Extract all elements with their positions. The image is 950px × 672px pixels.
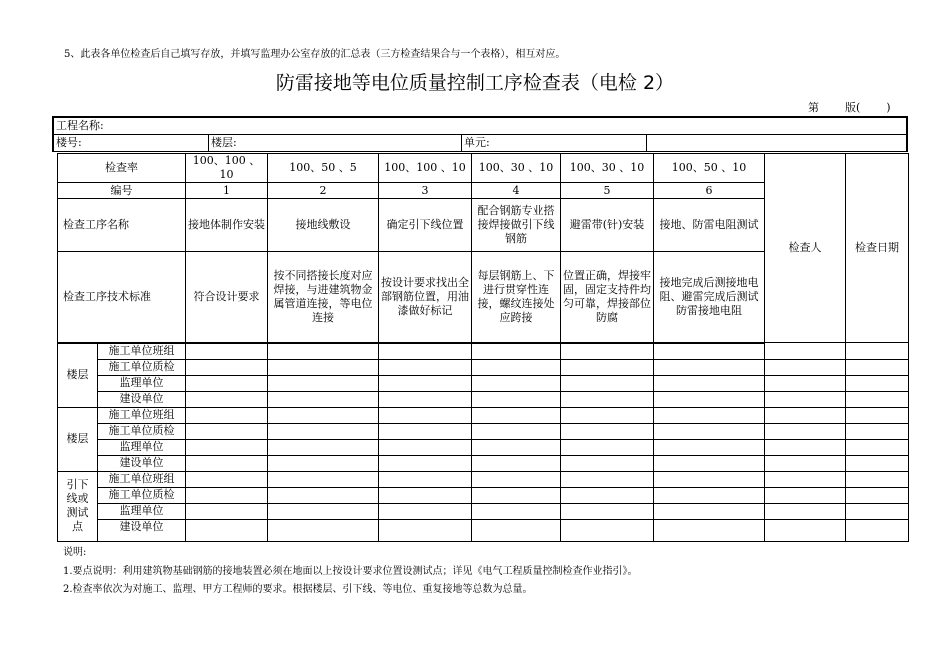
role-label: 监理单位 <box>98 503 186 519</box>
entry-cell[interactable] <box>654 439 765 455</box>
entry-cell[interactable] <box>472 503 561 519</box>
entry-cell[interactable] <box>765 503 846 519</box>
role-label: 施工单位质检 <box>98 359 186 375</box>
entry-cell[interactable] <box>654 375 765 391</box>
project-name-cell[interactable]: 工程名称: <box>53 117 907 135</box>
check-rate-1: 100、100 、10 <box>186 154 268 183</box>
entry-cell[interactable] <box>561 471 654 487</box>
entry-cell[interactable] <box>268 519 379 541</box>
role-label: 建设单位 <box>98 391 186 407</box>
entry-cell[interactable] <box>379 471 472 487</box>
role-label: 监理单位 <box>98 439 186 455</box>
entry-cell[interactable] <box>472 423 561 439</box>
entry-cell[interactable] <box>561 407 654 423</box>
entry-cell[interactable] <box>268 503 379 519</box>
group-label-floor-1: 楼层 <box>58 343 98 408</box>
check-rate-5: 100、30 、10 <box>561 154 654 183</box>
blank-cell[interactable] <box>647 135 908 152</box>
entry-cell[interactable] <box>846 391 909 407</box>
entry-cell[interactable] <box>846 407 909 423</box>
role-label: 施工单位班组 <box>98 343 186 360</box>
entry-cell[interactable] <box>379 359 472 375</box>
unit-cell[interactable]: 单元: <box>462 135 647 152</box>
entry-cell[interactable] <box>472 343 561 360</box>
floor-cell[interactable]: 楼层: <box>209 135 462 152</box>
check-rate-6: 100、50 、10 <box>654 154 765 183</box>
entry-cell[interactable] <box>186 423 268 439</box>
entry-cell[interactable] <box>186 503 268 519</box>
entry-cell[interactable] <box>654 503 765 519</box>
building-no-cell[interactable]: 楼号: <box>53 135 209 152</box>
role-label: 监理单位 <box>98 375 186 391</box>
number-6: 6 <box>654 183 765 199</box>
procedure-label: 检查工序名称 <box>58 199 186 252</box>
entry-cell[interactable] <box>379 391 472 407</box>
entry-cell[interactable] <box>846 471 909 487</box>
number-4: 4 <box>472 183 561 199</box>
entry-cell[interactable] <box>472 391 561 407</box>
entry-cell[interactable] <box>654 519 765 541</box>
entry-cell[interactable] <box>765 423 846 439</box>
info-table <box>52 116 908 152</box>
procedure-2: 接地线敷设 <box>268 199 379 252</box>
procedure-1: 接地体制作安装 <box>186 199 268 252</box>
standard-label: 检查工序技术标准 <box>58 252 186 343</box>
entry-cell[interactable] <box>561 423 654 439</box>
entry-cell[interactable] <box>186 439 268 455</box>
entry-cell[interactable] <box>268 407 379 423</box>
entry-cell[interactable] <box>846 375 909 391</box>
entry-cell[interactable] <box>846 519 909 541</box>
entry-cell[interactable] <box>379 487 472 503</box>
entry-cell[interactable] <box>186 343 268 360</box>
inspector-header: 检查人 <box>765 154 846 343</box>
entry-cell[interactable] <box>561 391 654 407</box>
entry-cell[interactable] <box>472 455 561 471</box>
entry-cell[interactable] <box>765 471 846 487</box>
check-rate-label: 检查率 <box>58 154 186 183</box>
standard-2: 按不同搭接长度对应焊接，与进建筑物金属管道连接，等电位连接 <box>268 252 379 343</box>
number-5: 5 <box>561 183 654 199</box>
edition-close: ) <box>886 101 891 114</box>
entry-cell[interactable] <box>186 487 268 503</box>
entry-cell[interactable] <box>765 519 846 541</box>
entry-cell[interactable] <box>765 439 846 455</box>
procedure-4: 配合钢筋专业搭接焊接做引下线钢筋 <box>472 199 561 252</box>
entry-cell[interactable] <box>846 423 909 439</box>
entry-cell[interactable] <box>561 343 654 360</box>
entry-cell[interactable] <box>765 391 846 407</box>
entry-cell[interactable] <box>846 359 909 375</box>
entry-cell[interactable] <box>846 487 909 503</box>
entry-cell[interactable] <box>561 519 654 541</box>
notes-heading: 说明: <box>63 547 87 558</box>
top-note: 5、此表各单位检查后自己填写存放，并填写监理办公室存放的汇总表（三方检查结果合与一个表格），相互对应。 <box>64 49 566 60</box>
entry-cell[interactable] <box>765 487 846 503</box>
entry-cell[interactable] <box>654 391 765 407</box>
entry-cell[interactable] <box>765 343 846 360</box>
notes-line-2: 2.检查率依次为对施工、监理、甲方工程师的要求。根据楼层、引下线、等电位、重复接地等总数为总量。 <box>63 584 533 595</box>
entry-cell[interactable] <box>846 455 909 471</box>
entry-cell[interactable] <box>561 439 654 455</box>
entry-cell[interactable] <box>379 343 472 360</box>
role-label: 施工单位班组 <box>98 471 186 487</box>
entry-cell[interactable] <box>561 487 654 503</box>
inspection-table <box>57 153 909 542</box>
entry-cell[interactable] <box>765 359 846 375</box>
entry-cell[interactable] <box>379 503 472 519</box>
standard-5: 位置正确，焊接牢固，固定支持件均匀可靠，焊接部位防腐 <box>561 252 654 343</box>
number-1: 1 <box>186 183 268 199</box>
entry-cell[interactable] <box>765 455 846 471</box>
entry-cell[interactable] <box>472 519 561 541</box>
entry-cell[interactable] <box>186 455 268 471</box>
entry-cell[interactable] <box>654 407 765 423</box>
check-rate-3: 100、100 、10 <box>379 154 472 183</box>
edition-di: 第 <box>808 101 819 114</box>
procedure-5: 避雷带(针)安装 <box>561 199 654 252</box>
entry-cell[interactable] <box>472 407 561 423</box>
entry-cell[interactable] <box>379 455 472 471</box>
entry-cell[interactable] <box>268 391 379 407</box>
page-title: 防雷接地等电位质量控制工序检查表（电检 2） <box>275 72 675 94</box>
entry-cell[interactable] <box>379 423 472 439</box>
entry-cell[interactable] <box>268 471 379 487</box>
role-label: 施工单位质检 <box>98 487 186 503</box>
role-label: 施工单位班组 <box>98 407 186 423</box>
entry-cell[interactable] <box>472 471 561 487</box>
entry-cell[interactable] <box>654 487 765 503</box>
entry-cell[interactable] <box>186 519 268 541</box>
entry-cell[interactable] <box>186 375 268 391</box>
check-rate-2: 100、50 、5 <box>268 154 379 183</box>
entry-cell[interactable] <box>268 423 379 439</box>
entry-cell[interactable] <box>472 375 561 391</box>
edition-ban: 版( <box>845 101 861 114</box>
entry-cell[interactable] <box>186 471 268 487</box>
standard-4: 每层钢筋上、下进行贯穿性连接，螺纹连接处应跨接 <box>472 252 561 343</box>
entry-cell[interactable] <box>268 487 379 503</box>
entry-cell[interactable] <box>846 343 909 360</box>
entry-cell[interactable] <box>379 519 472 541</box>
entry-cell[interactable] <box>765 407 846 423</box>
entry-cell[interactable] <box>268 455 379 471</box>
group-label-floor-2: 楼层 <box>58 407 98 471</box>
number-label: 编号 <box>58 183 186 199</box>
entry-cell[interactable] <box>268 375 379 391</box>
entry-cell[interactable] <box>472 439 561 455</box>
entry-cell[interactable] <box>561 455 654 471</box>
entry-cell[interactable] <box>472 359 561 375</box>
entry-cell[interactable] <box>561 375 654 391</box>
entry-cell[interactable] <box>561 359 654 375</box>
check-date-header: 检查日期 <box>846 154 909 343</box>
entry-cell[interactable] <box>654 471 765 487</box>
entry-cell[interactable] <box>186 391 268 407</box>
edition-label <box>808 99 891 115</box>
entry-cell[interactable] <box>186 359 268 375</box>
entry-cell[interactable] <box>379 375 472 391</box>
entry-cell[interactable] <box>186 407 268 423</box>
role-label: 施工单位质检 <box>98 423 186 439</box>
notes-line-1: 1.要点说明：利用建筑物基础钢筋的接地装置必须在地面以上按设计要求位置设测试点；详见《电气工程质量控制检查作业指引》。 <box>63 566 638 577</box>
entry-cell[interactable] <box>379 407 472 423</box>
number-2: 2 <box>268 183 379 199</box>
entry-cell[interactable] <box>268 343 379 360</box>
check-rate-4: 100、30 、10 <box>472 154 561 183</box>
entry-cell[interactable] <box>654 359 765 375</box>
entry-cell[interactable] <box>765 375 846 391</box>
role-label: 建设单位 <box>98 519 186 541</box>
standard-1: 符合设计要求 <box>186 252 268 343</box>
entry-cell[interactable] <box>654 343 765 360</box>
standard-3: 按设计要求找出全部钢筋位置，用油漆做好标记 <box>379 252 472 343</box>
entry-cell[interactable] <box>654 423 765 439</box>
standard-6: 接地完成后测接地电阻、避雷完成后测试防雷接地电阻 <box>654 252 765 343</box>
entry-cell[interactable] <box>846 503 909 519</box>
entry-cell[interactable] <box>379 439 472 455</box>
entry-cell[interactable] <box>561 503 654 519</box>
entry-cell[interactable] <box>268 439 379 455</box>
entry-cell[interactable] <box>654 455 765 471</box>
entry-cell[interactable] <box>472 487 561 503</box>
group-label-downlead: 引下线或测试点 <box>58 471 98 541</box>
entry-cell[interactable] <box>268 359 379 375</box>
procedure-6: 接地、防雷电阻测试 <box>654 199 765 252</box>
procedure-3: 确定引下线位置 <box>379 199 472 252</box>
role-label: 建设单位 <box>98 455 186 471</box>
number-3: 3 <box>379 183 472 199</box>
entry-cell[interactable] <box>846 439 909 455</box>
